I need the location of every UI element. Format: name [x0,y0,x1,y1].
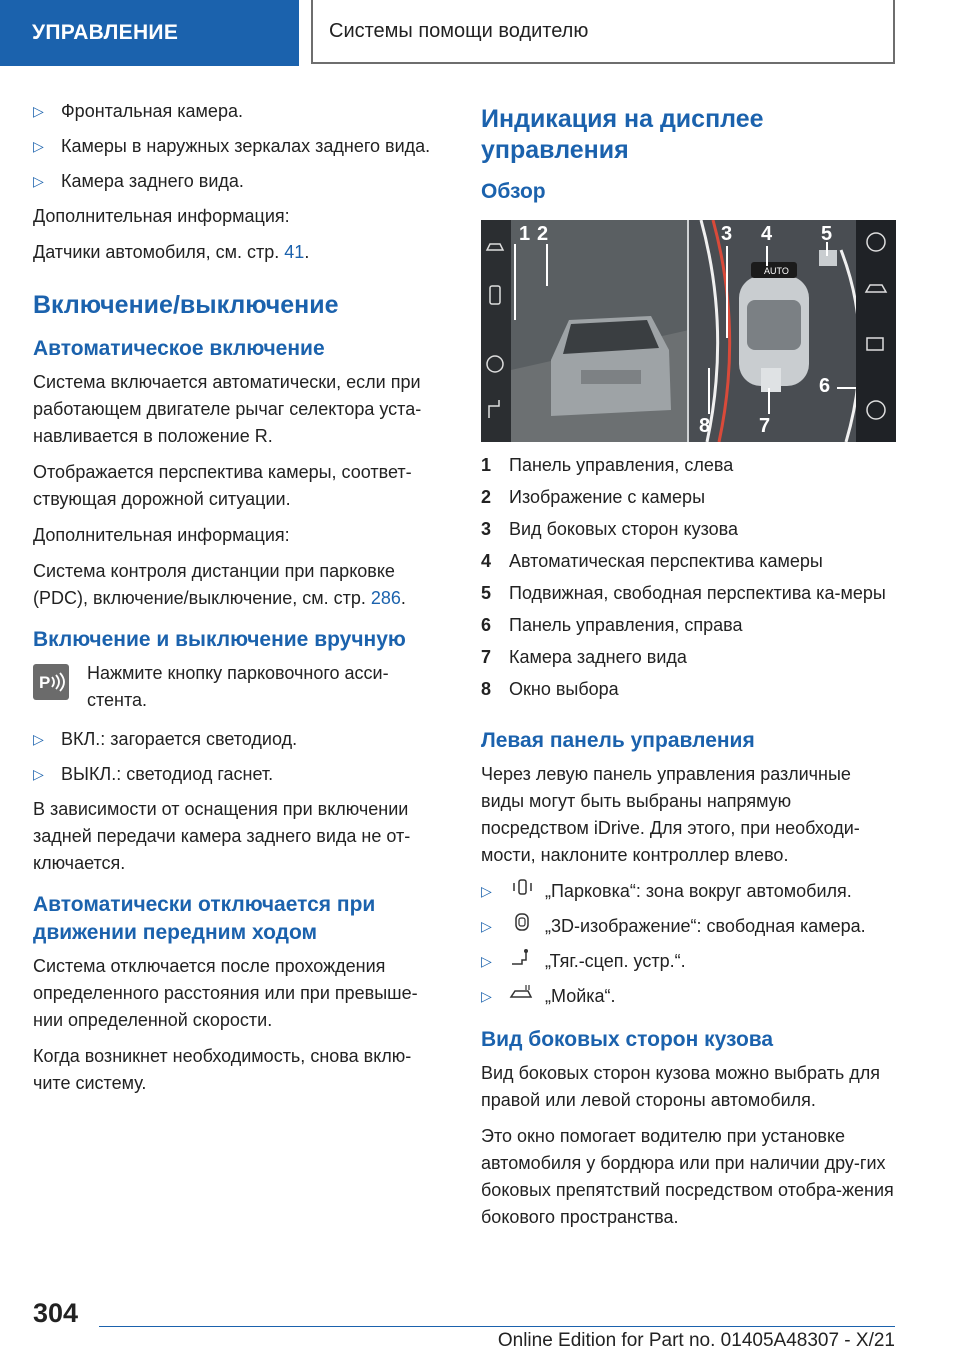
triangle-bullet-icon: ▷ [33,103,44,119]
auto-off-text-1: Система отключается после прохождения определенного расстояния или при превыше-нии определенной скорости. [33,956,418,1030]
footer-divider [99,1326,895,1327]
triangle-bullet-icon: ▷ [481,953,492,969]
heading-manual: Включение и выключение вручную [33,628,406,651]
list-item: ▷ ВКЛ.: загорается светодиод. [33,726,445,753]
list-item: ▷ „Тяг.-сцеп. устр.“. [481,948,896,975]
heading-left-panel: Левая панель управления [481,729,755,752]
right-column [481,98,896,1240]
sensors-ref: Датчики автомобиля, см. стр. 41. [33,242,310,262]
parking-button-text: Нажмите кнопку парковочного асси-стента. [87,663,389,710]
info-label-2: Дополнительная информация: [33,525,290,545]
heading-auto-on: Автоматическое включение [33,337,325,360]
camera-display-figure [481,220,896,442]
svg-text:P: P [39,673,51,692]
legend-item: 5 Подвижная, свободная перспектива ка-меры [481,583,886,603]
figure-legend [481,452,896,703]
list-item: ▷ ВЫКЛ.: светодиод гаснет. [33,761,445,788]
legend-item: 6 Панель управления, справа [481,615,743,635]
info-label: Дополнительная информация: [33,206,290,226]
heading-auto-off: Автоматически отключается при движении передним ходом [33,893,376,944]
heading-overview: Обзор [481,180,546,203]
legend-item: 7 Камера заднего вида [481,647,687,667]
legend-item: 1 Панель управления, слева [481,455,734,475]
triangle-bullet-icon: ▷ [33,766,44,782]
side-view-text-2: Это окно помогает водителю при установке автомобиля у бордюра или при наличии дру-гих боковых препятствий посредством отобра-жения бокового пространства. [481,1126,894,1227]
legend-item: 4 Автоматическая перспектива камеры [481,551,823,571]
callout-5: 5 [821,223,833,245]
section-header: УПРАВЛЕНИЕ [0,0,299,66]
auto-off-text-2: Когда возникнет необходимость, снова вклю-чите систему. [33,1046,412,1093]
parking-assistant-button-icon [33,664,69,700]
auto-label: AUTO [764,266,789,276]
auto-on-text-1: Система включается автоматически, если при работающем двигателе рычаг селектора уста-навливается в положение R. [33,372,422,446]
side-view-text-1: Вид боковых сторон кузова можно выбрать для правой или левой стороны автомобиля. [481,1063,880,1110]
page-link[interactable]: 286 [370,588,401,608]
heading-on-off: Включение/выключение [33,291,339,319]
heading-display: Индикация на дисплее управления [481,105,764,164]
triangle-bullet-icon: ▷ [33,173,44,189]
triangle-bullet-icon: ▷ [481,918,492,934]
list-item: ▷ „3D-изображение“: свободная камера. [481,913,896,940]
parking-view-icon [509,878,535,896]
callout-4: 4 [761,223,773,245]
callout-8: 8 [699,415,711,437]
list-item: ▷ Камеры в наружных зеркалах заднего вида. [33,133,445,160]
legend-item: 8 Окно выбора [481,679,619,699]
triangle-bullet-icon: ▷ [33,731,44,747]
callout-7: 7 [759,415,771,437]
legend-item: 2 Изображение с камеры [481,487,706,507]
triangle-bullet-icon: ▷ [481,883,492,899]
callout-6: 6 [819,375,831,397]
triangle-bullet-icon: ▷ [481,988,492,1004]
chapter-header: Системы помощи водителю [311,0,895,64]
pdc-ref: Система контроля дистанции при парковке (PDC), включение/выключение, см. стр. 286. [33,561,406,608]
auto-on-text-2: Отображается перспектива камеры, соответ-ствующая дорожной ситуации. [33,462,412,509]
triangle-bullet-icon: ▷ [33,138,44,154]
footer-edition: Online Edition for Part no. 01405A48307 - X/21 [497,1330,895,1351]
legend-item: 3 Вид боковых сторон кузова [481,519,738,539]
page-number: 304 [33,1298,79,1328]
callout-1: 1 [519,223,531,245]
list-item: ▷ Камера заднего вида. [33,168,445,195]
left-column [33,98,445,1106]
3d-view-icon [509,913,535,931]
parking-button-row [33,660,445,714]
callout-3: 3 [721,223,733,245]
callout-2: 2 [537,223,549,245]
list-item: ▷ „Мойка“. [481,983,896,1010]
list-item: ▷ Фронтальная камера. [33,98,445,125]
list-item: ▷ „Парковка“: зона вокруг автомобиля. [481,878,896,905]
left-panel-text: Через левую панель управления различные виды могут быть выбраны напрямую посредством iDrive. Для этого, при необходи-мости, наклоните контроллер влево. [481,764,860,865]
trailer-hitch-icon [509,948,535,966]
car-wash-icon [509,983,535,1001]
heading-side-view: Вид боковых сторон кузова [481,1028,774,1051]
page-link[interactable]: 41 [284,242,305,262]
equipment-text: В зависимости от оснащения при включении задней передачи камера заднего вида не от-ключается. [33,799,411,873]
